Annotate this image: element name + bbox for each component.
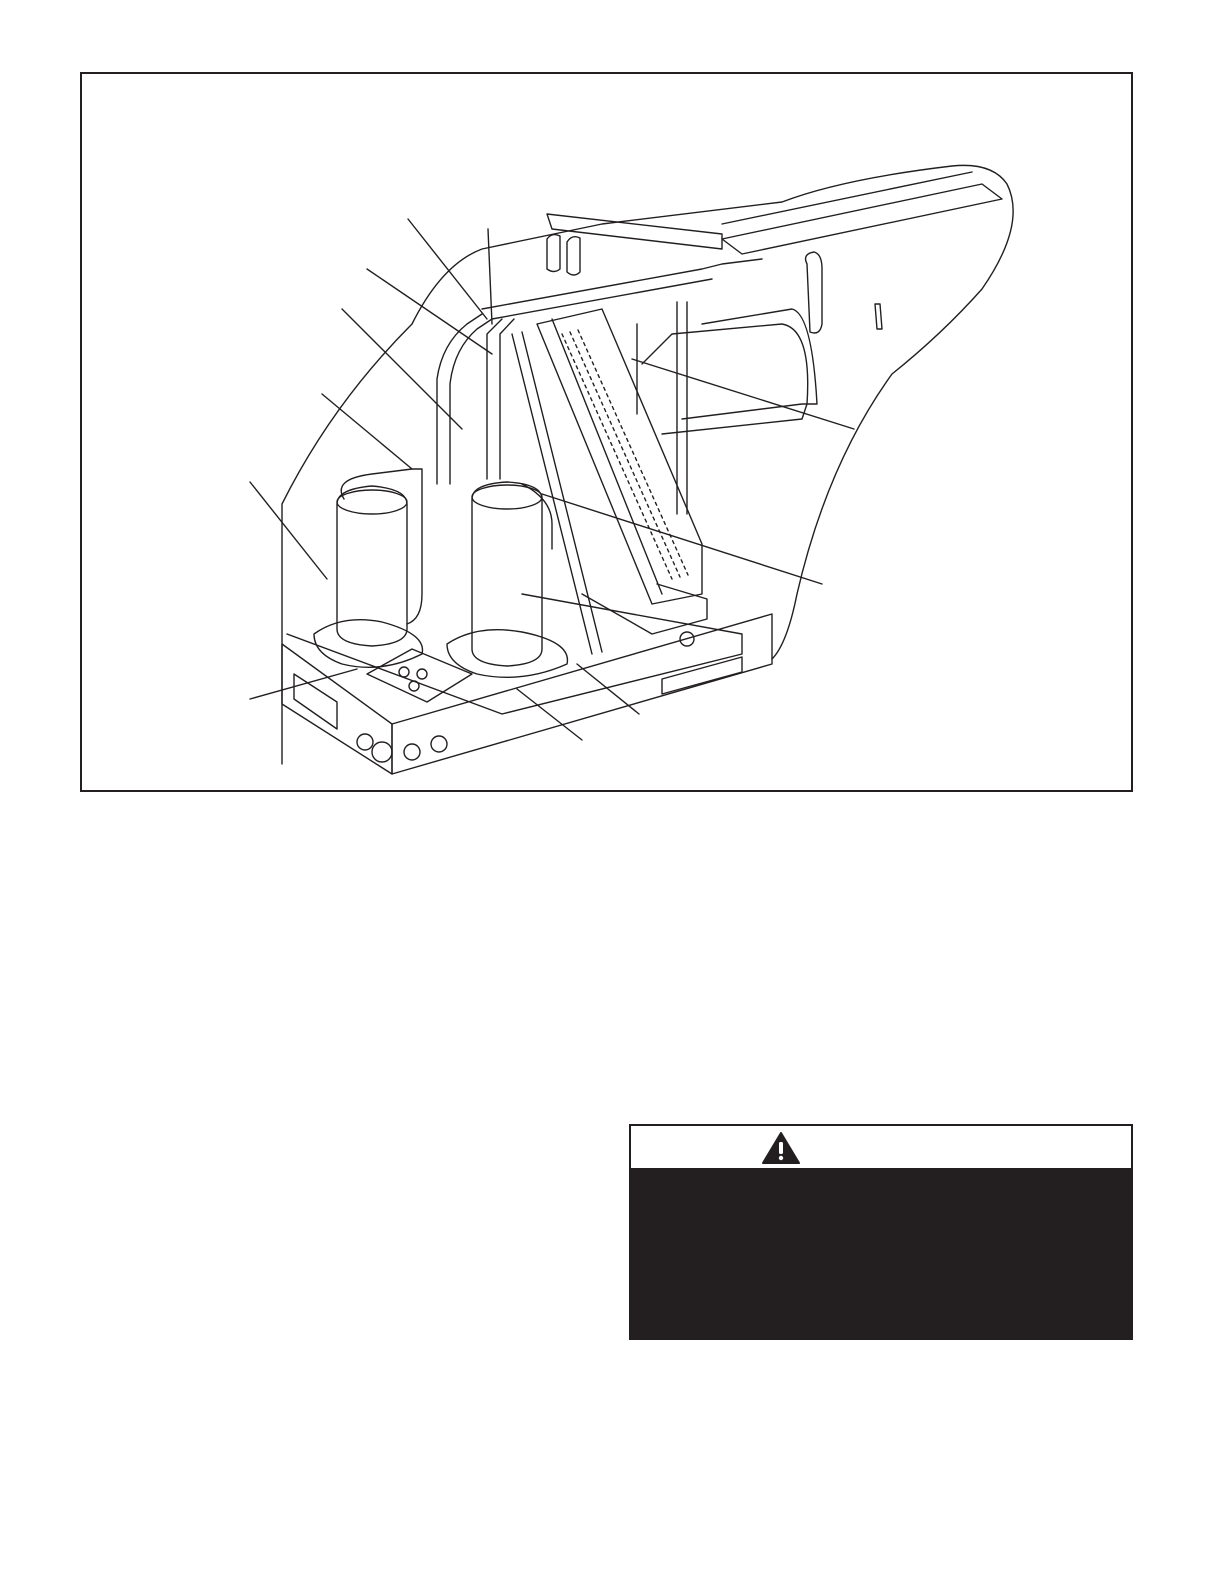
leader-line-6 — [250, 482, 327, 579]
plate-hole-1 — [399, 667, 409, 677]
base-knockout-3 — [404, 744, 420, 760]
pipe-vertical-2 — [450, 319, 492, 484]
leader-line-2 — [488, 229, 492, 324]
leader-line-3 — [367, 269, 492, 354]
warning-header — [631, 1126, 1131, 1170]
inner-frame-loop — [642, 324, 808, 434]
pipe-diagonal-1 — [512, 334, 592, 654]
accumulator-2 — [567, 237, 580, 275]
compressor-right-top — [472, 485, 542, 509]
plate-hole-3 — [409, 681, 419, 691]
leader-line-5 — [322, 394, 412, 469]
warning-triangle-icon — [761, 1131, 801, 1165]
leader-line-7 — [250, 669, 357, 699]
housing-outline — [282, 165, 1013, 764]
warning-body — [631, 1170, 1131, 1338]
pipe-top-run-2 — [492, 279, 712, 319]
compressor-left-top — [337, 490, 407, 514]
base-knockout-1 — [357, 734, 373, 750]
pipe-top-run — [482, 259, 762, 309]
leader-line-10 — [632, 359, 854, 429]
base-platform-top — [287, 594, 742, 714]
housing-inner-panel — [682, 309, 817, 419]
coil-fins — [562, 330, 688, 579]
base-opening-left — [294, 674, 337, 729]
compressor-left-base — [314, 620, 423, 668]
warning-box — [629, 1124, 1133, 1340]
housing-slot-2 — [875, 304, 882, 329]
leader-line-1 — [408, 219, 487, 319]
base-opening-right — [662, 657, 742, 694]
pipe-vertical-4 — [500, 319, 514, 479]
hvac-unit-drawing — [82, 74, 1133, 792]
leader-line-4 — [342, 309, 462, 429]
leader-line-9 — [577, 664, 639, 714]
compressor-right-base — [447, 630, 567, 678]
figure-frame — [80, 72, 1133, 792]
base-knockout-4 — [431, 736, 447, 752]
accumulator-1 — [547, 235, 560, 272]
base-plate — [367, 649, 472, 702]
base-knockout-2 — [372, 742, 392, 762]
compressor-right-pipe — [522, 484, 552, 549]
pipe-vertical-1 — [437, 314, 482, 484]
plate-hole-2 — [417, 669, 427, 679]
housing-slot-1 — [806, 252, 822, 333]
housing-top-rail-2 — [722, 172, 972, 224]
leader-line-11 — [542, 494, 822, 584]
top-bracket — [547, 214, 722, 249]
